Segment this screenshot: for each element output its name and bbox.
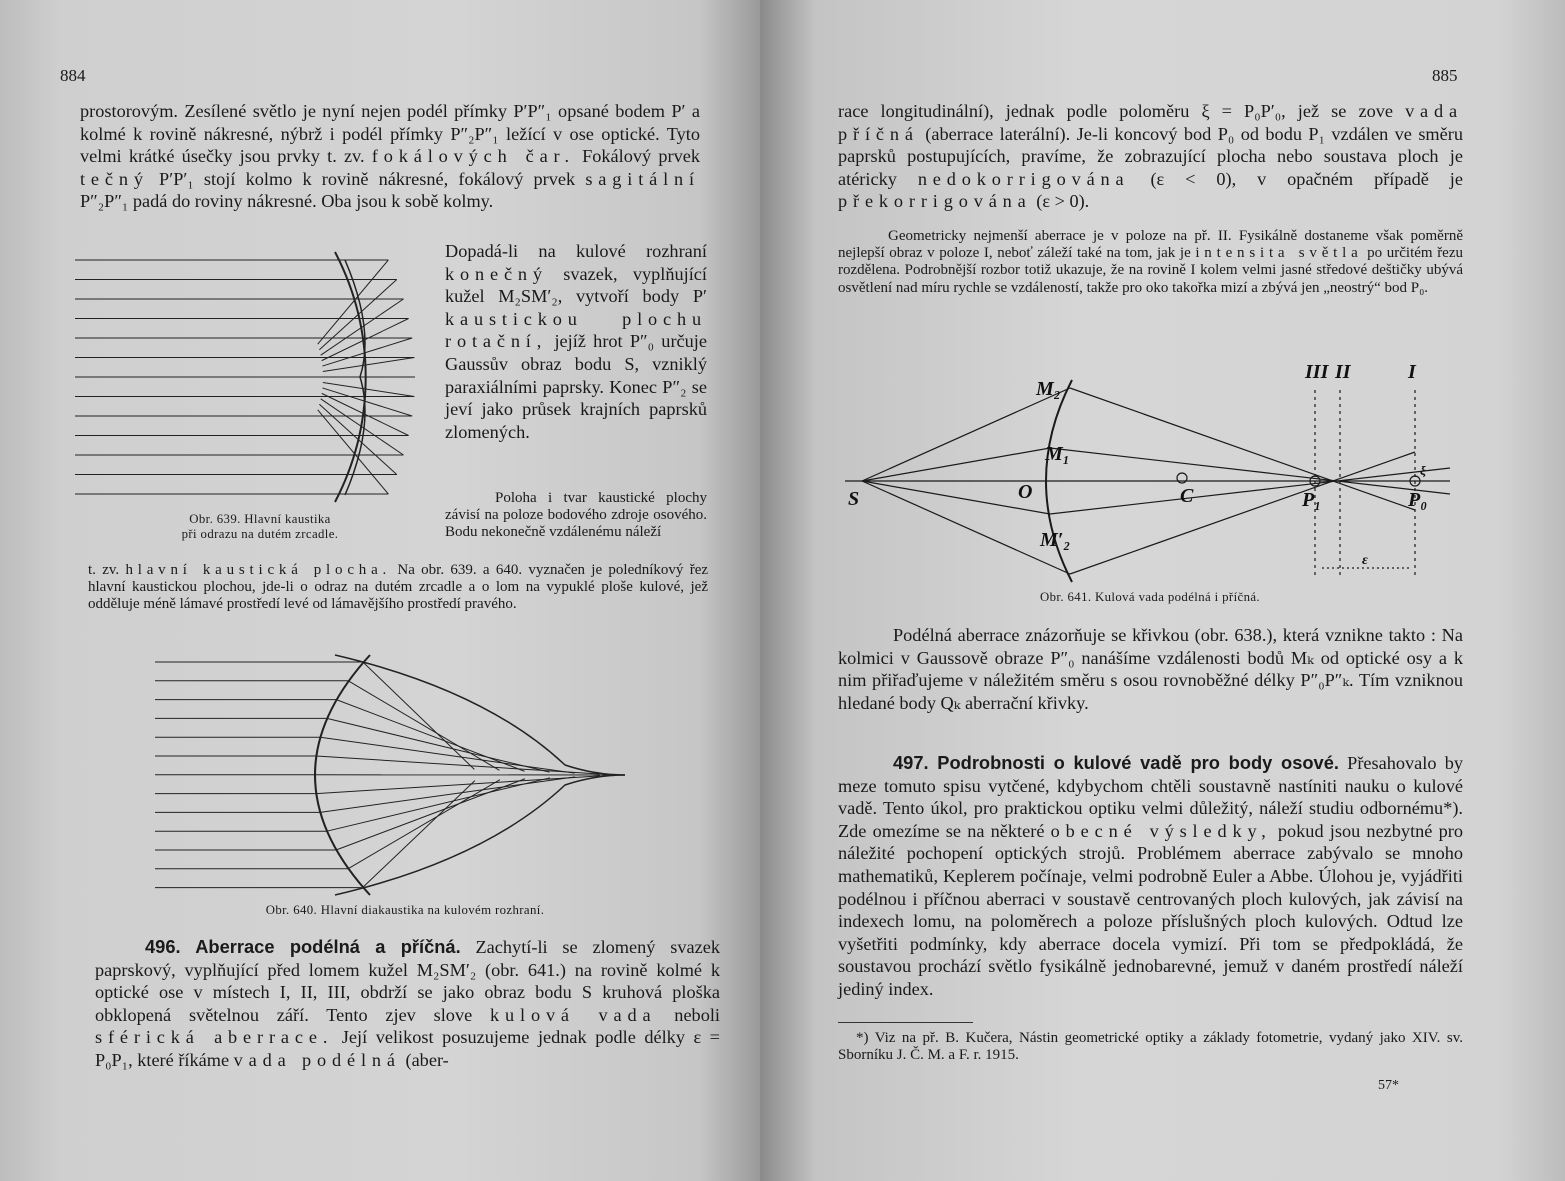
paragraph: prostorovým. Zesílené světlo je nyní nejen podél přímky P′P″₁ opsané bodem P′ a kolmé k rovině nákresné, nýbrž i podél přímky P″₂P″₁ ležící v ose optické. Tyto velmi krátké úsečky jsou prvky t. zv. fokálových čar. Fokálový prvek tečný P′P′₁ stojí kolmo k rovině nákresné, fokálový prvek sagitální P″₂P″₁ padá do roviny nákresné. Oba jsou k sobě kolmy.: [80, 101, 700, 212]
figure-line: [322, 388, 412, 416]
figure-line: [323, 358, 414, 372]
figure-639-caustic-mirror: [75, 250, 435, 505]
small-paragraph: t. zv. hlavní kaustická plocha. Na obr. 639. a 640. vyznačen je poledníkový řez hlavní kaustickou plochou, jde-li o odraz na dutém zrcadle a o lom na vypuklé ploše kulové, jež odděluje méně lámavé prostředí levé od lámavějšího prostředí pravého.: [88, 562, 709, 613]
side-small-paragraph: Poloha i tvar kaustické plochy závisí na poloze bodového zdroje osového. Bodu nekonečně vzdálenému náleží: [445, 490, 707, 541]
right-page: [760, 0, 1565, 1181]
section-497: 497. Podrobnosti o kulové vadě pro body osové. Přesahovalo by meze tomuto spisu vytčené, kdybychom chtěli soustavně nastíniti nauku o kulové vadě. Tento úkol, pro praktickou optiku velmi důležitý, náleží studiu odbornému*). Zde omezíme se na některé obecné výsledky, pokud jsou nezbytné pro náležité pochopení optických strojů. Problémem aberrace zabývalo se mnoho mathematiků, Keplerem počínaje, velmi podrobně Euler a Abbe. Úlohou je, vyjádřiti podélnou i příčnou aberraci v soustavě centrovaných ploch kulových, jak závisí na indexech lomu, na poloměrech a poloze příslušných ploch kulových. Odtud lze vyšetřiti podmínky, kdy aberrace docela vymizí. Při tom se předpokládá, že soustavou prochází světlo fysikálně jednobarevné, jemuž v daném prostředí náleží jediný index.: [838, 752, 1463, 999]
label-S: S: [848, 488, 860, 510]
paragraph: Podélná aberrace znázorňuje se křivkou (obr. 638.), která vznikne takto : Na kolmici v Gaussově obraze P″₀ nanášíme vzdálenosti bodů Mₖ od optické osy a k nim přiřaďujeme v náležitém směru s osou rovnoběžné délky P″₀P″ₖ. Tím vzniknou hledané body Qₖ aberrační křivky.: [838, 625, 1463, 713]
small-paragraph: Geometricky nejmenší aberrace je v poloze na př. II. Fysikálně dostaneme však poměrně nejlepší obraz v poloze I, neboť záleží také na tom, jak je intensita světla po určitém řezu rozdělena. Podrobnější rozbor totiž ukazuje, že na rovině I kolem velmi jasné středové deštičky ubývá osvětlení nad míru rychle se vzdáleností, takže pro oko takořka mizí a zbývá jen „neostrý“ bod P₀.: [838, 228, 1464, 296]
figure-line: [322, 338, 412, 366]
section-496: 496. Aberrace podélná a příčná. Zachytí-li se zlomený svazek paprskový, vyplňující před lomem kužel M₂SM′₂ (obr. 641.) na rovině kolmé k optické ose v místech I, II, III, obdrží se jako obraz bodu S kruhová ploška obklopená světelnou září. Tento zjev slove kulová vada neboli sférická aberrace. Její velikost posuzujeme jednak podle délky ε = P₀P₁, které říkáme vada podélná (aber-: [95, 936, 720, 1070]
figure-line: [348, 780, 500, 869]
page-number: 884: [60, 66, 86, 85]
ray: [1050, 468, 1450, 514]
figure-line: [319, 280, 396, 350]
ray: [862, 448, 1050, 481]
figure-line: [336, 779, 525, 850]
ray: [862, 481, 1070, 574]
figure-caption: Obr. 639. Hlavní kaustika při odrazu na dutém zrcadle.: [181, 512, 339, 541]
label-O: O: [1018, 481, 1033, 503]
figure-line: [348, 681, 499, 770]
page-number: 885: [1432, 66, 1458, 85]
figure-line: [319, 404, 396, 474]
footnote: *) Viz na př. B. Kučera, Nástin geometrické optiky a základy fotometrie, vydaný jako XIV. sv. Sborníku J. Č. M. a F. r. 1915.: [838, 1030, 1463, 1064]
figure-line: [320, 737, 574, 773]
label-C: C: [1180, 485, 1194, 507]
section-title: 497. Podrobnosti o kulové vadě pro body osové.: [893, 752, 1339, 773]
figure-caption: Obr. 640. Hlavní diakaustika na kulovém rozhraní.: [265, 903, 545, 917]
figure-line: [336, 700, 524, 772]
footnote-rule: [838, 1022, 973, 1023]
ray: [862, 388, 1070, 481]
label-P0: P₀: [1408, 489, 1428, 511]
figure-line: [323, 382, 414, 396]
figure-line: [318, 260, 389, 344]
figure-line: [318, 410, 389, 494]
signature-mark: 57*: [1378, 1078, 1399, 1093]
side-paragraph: Dopadá-li na kulové rozhraní konečný svazek, vyplňující kužel M₂SM′₂, vytvoří body P′ kaustickou plochu rotační, jejíž hrot P″₀ určuje Gaussův obraz bodu S, vzniklý paraxiálními paprsky. Konec P″₂ se jeví jako průsek krajních paprsků zlomených.: [445, 241, 707, 442]
figure-640-diacaustic: [155, 650, 655, 900]
figure-line: [335, 655, 625, 775]
label-II: II: [1335, 361, 1351, 383]
label-P1: P₁: [1302, 489, 1322, 511]
label-M2: M₂: [1036, 378, 1061, 400]
label-I: I: [1408, 361, 1416, 383]
paragraph: race longitudinální), jednak podle poloměru ξ = P₀P′₀, jež se zove vada příčná (aberrace laterální). Je-li koncový bod P₀ od bodu P₁ vzdálen ve směru paprsků postupujících, pravíme, že zobrazující plocha nebo soustava ploch je atéricky nedokorrigována (ε < 0), v opačném případě je překorrigována (ε > 0).: [838, 101, 1464, 212]
label-III: III: [1305, 361, 1329, 383]
ray: [1050, 448, 1450, 494]
left-page: [0, 0, 760, 1181]
label-xi: ξ: [1420, 463, 1426, 478]
label-M1: M₁: [1045, 443, 1070, 465]
figure-line: [335, 775, 625, 895]
figure-caption: Obr. 641. Kulová vada podélná i příčná.: [1039, 590, 1261, 604]
label-epsilon: ε: [1362, 553, 1368, 568]
label-M2p: M′₂: [1040, 529, 1071, 551]
figure-641-spherical-aberration: [840, 350, 1470, 585]
section-title: 496. Aberrace podélná a příčná.: [145, 936, 461, 957]
